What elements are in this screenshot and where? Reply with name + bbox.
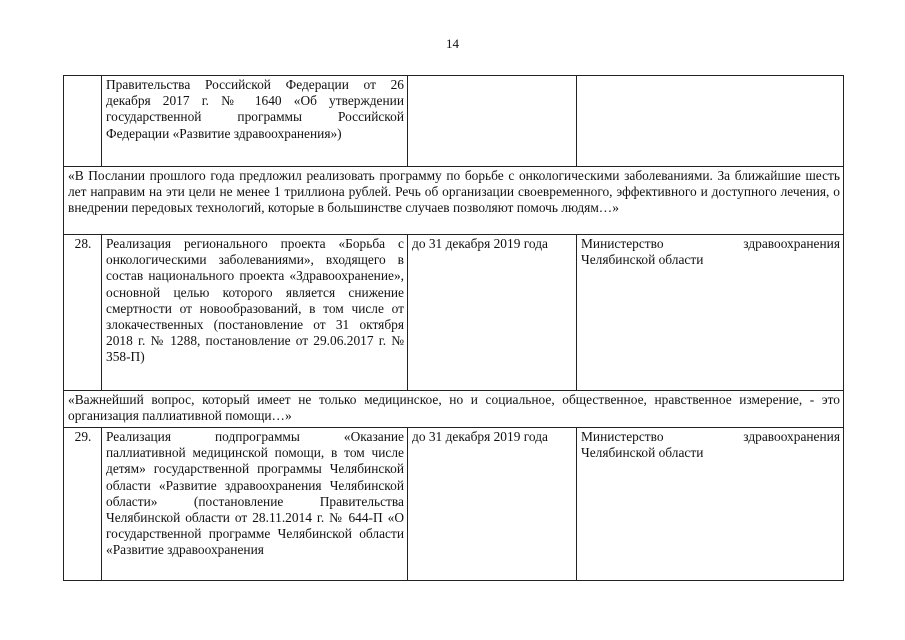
table-row [64, 428, 844, 588]
row-deadline: до 31 декабря 2019 года [408, 235, 577, 391]
row-responsible: Министерство здравоохранения Челябинской области [577, 428, 844, 588]
deadline-cell [408, 76, 577, 167]
row-deadline: до 31 декабря 2019 года [408, 428, 577, 588]
row-description: Реализация подпрограммы «Оказание паллиативной медицинской помощи, в том числе детям» государственной программы Челябинской области «Развитие здравоохранения Челябинской области» (постановление Правительства Челябинской области от 28.11.2014 г. № 644-П «О государственной программе Челябинской области «Развитие здравоохранения [102, 428, 408, 588]
page-number: 14 [446, 36, 459, 51]
number-cell [64, 76, 102, 167]
description-cell: Правительства Российской Федерации от 26 декабря 2017 г. № 1640 «Об утверждении государственной программы Российской Федерации «Развитие здравоохранения») [102, 76, 408, 167]
responsible-cell [577, 76, 844, 167]
table-row [64, 235, 844, 391]
table-row-quote [64, 391, 844, 428]
row-number: 29. [64, 428, 102, 588]
table-row-continuation [64, 76, 844, 167]
quote-text: «Важнейший вопрос, который имеет не только медицинское, но и социальное, общественное, нравственное измерение, - это организация паллиативной помощи…» [64, 391, 844, 428]
page-bottom-margin [0, 581, 905, 640]
row-responsible: Министерство здравоохранения Челябинской области [577, 235, 844, 391]
action-plan-table [63, 75, 844, 588]
row-number: 28. [64, 235, 102, 391]
table-row-quote [64, 167, 844, 235]
row-description: Реализация регионального проекта «Борьба с онкологическими заболеваниями», входящего в состав национального проекта «Здравоохранение», основной целью которого является снижение смертности от новообразований, в том числе от злокачественных (постановление от 31 октября 2018 г. № 1288, постановление от 29.06.2017 г. № 358-П) [102, 235, 408, 391]
table-bottom-border [63, 580, 843, 581]
quote-text: «В Послании прошлого года предложил реализовать программу по борьбе с онкологическими заболеваниями. За ближайшие шесть лет направим на эти цели не менее 1 триллиона рублей. Речь об организации своевременного, эффективного и доступного лечения, о внедрении передовых технологий, которые в большинстве случаев позволяют помочь людям…» [64, 167, 844, 235]
